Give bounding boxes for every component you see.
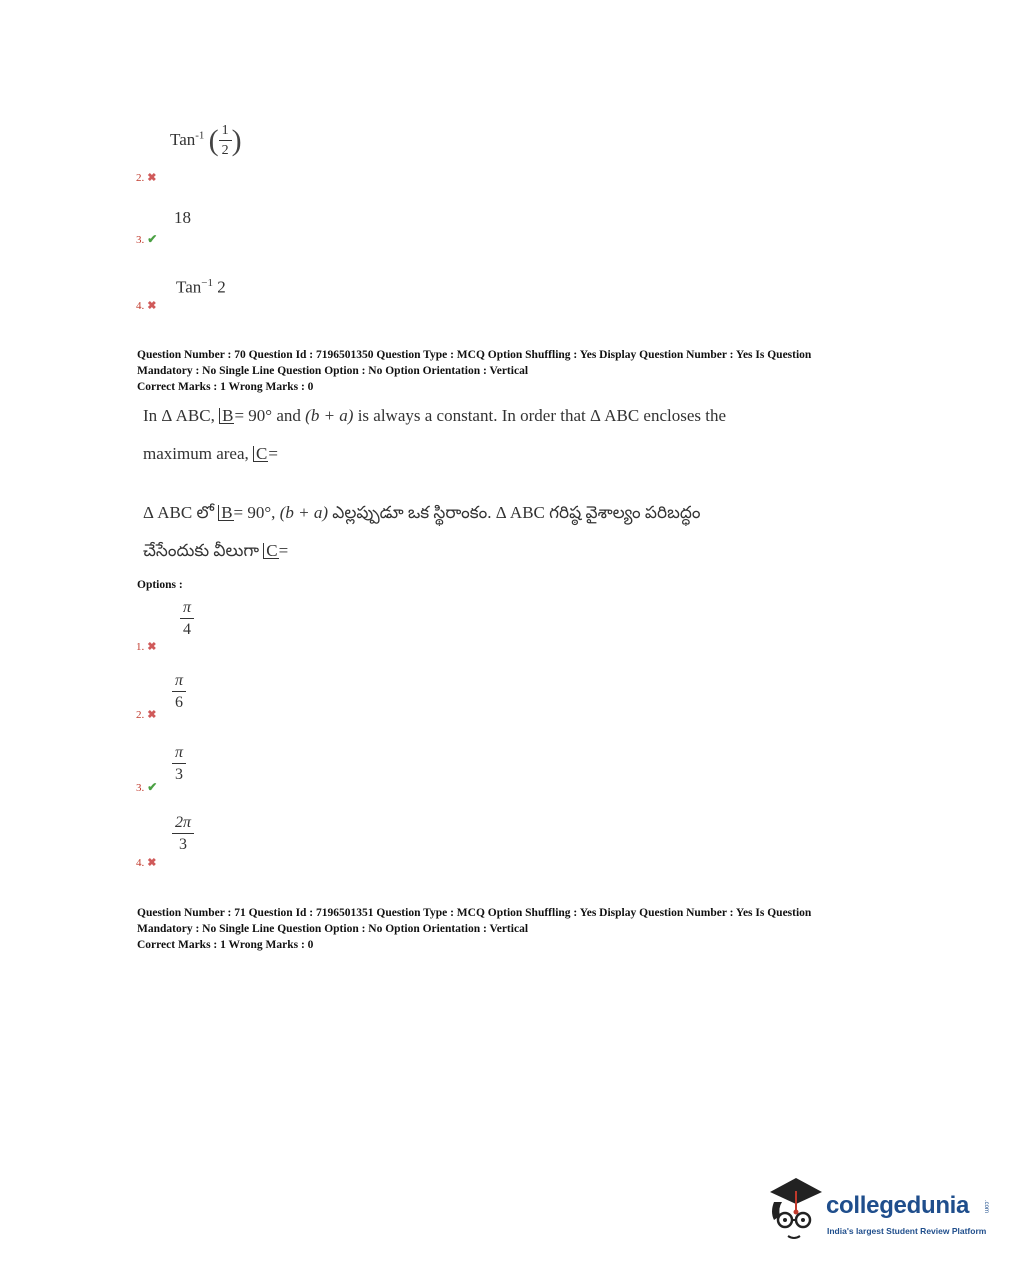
- meta-line-2: Mandatory : No Single Line Question Option : No Option Orientation : Vertical: [137, 364, 529, 377]
- question-70-meta: [137, 348, 877, 396]
- question-70-telugu-line-2: [143, 541, 843, 565]
- question-70-english-line-2: [143, 444, 843, 464]
- function-name: Tan: [170, 129, 196, 149]
- text: = 90°,: [233, 503, 276, 522]
- meta-line-3: Correct Marks : 1 Wrong Marks : 0: [137, 381, 314, 393]
- fraction-numerator: π: [172, 673, 186, 692]
- q70-option-2-label: [136, 705, 156, 723]
- meta-line-2: Mandatory : No Single Line Question Option : No Option Orientation : Vertical: [137, 922, 529, 935]
- option-number: 2.: [136, 709, 145, 721]
- logo-suffix: .com: [983, 1200, 989, 1214]
- prev-option-4-math: [176, 277, 226, 298]
- q70-option-1-fraction: [180, 600, 194, 638]
- fraction-numerator: π: [180, 600, 194, 619]
- wrong-mark-icon: ✖: [147, 709, 157, 721]
- superscript: -1: [195, 129, 205, 142]
- option-number: 2.: [136, 172, 145, 184]
- question-71-meta: [137, 906, 877, 954]
- q70-option-3-fraction: [172, 745, 186, 783]
- function-name: Tan: [176, 277, 202, 297]
- fraction-denominator: 3: [179, 836, 187, 853]
- fraction-denominator: 3: [175, 766, 183, 783]
- angle-b: B: [219, 408, 234, 424]
- q70-option-3-label: [136, 778, 157, 796]
- wrong-mark-icon: ✖: [147, 857, 157, 869]
- fraction-denominator: 4: [183, 621, 191, 638]
- text: చేసేందుకు వీలుగా: [143, 541, 260, 560]
- prev-option-3-text: 18: [174, 208, 191, 227]
- q70-option-1-label: [136, 637, 156, 655]
- angle-c: C: [263, 543, 278, 559]
- angle-b: B: [218, 505, 233, 521]
- q70-option-4-label: [136, 853, 156, 871]
- meta-line-1: Question Number : 70 Question Id : 7196501350 Question Type : MCQ Option Shuffling : Yes Display Question Number : Yes Is Question: [137, 349, 812, 361]
- wrong-mark-icon: ✖: [147, 172, 157, 184]
- correct-check-icon: ✔: [147, 780, 158, 794]
- option-number: 4.: [136, 300, 145, 312]
- text: In Δ ABC,: [143, 406, 215, 425]
- prev-option-3-label: [136, 230, 157, 248]
- question-70-telugu-line-1: [143, 503, 843, 527]
- logo-wordmark: collegedunia: [826, 1192, 970, 1219]
- function-argument: 2: [217, 277, 226, 297]
- meta-line-1: Question Number : 71 Question Id : 7196501351 Question Type : MCQ Option Shuffling : Yes Display Question Number : Yes Is Question: [137, 907, 812, 919]
- question-70-english-line-1: [143, 406, 843, 426]
- text: is always a constant. In order that Δ ABC encloses the: [357, 406, 727, 425]
- text: maximum area,: [143, 444, 249, 463]
- fraction-numerator: π: [172, 745, 186, 764]
- meta-line-3: Correct Marks : 1 Wrong Marks : 0: [137, 939, 314, 951]
- question-70-english: [143, 406, 843, 464]
- expression: (b + a): [305, 406, 354, 425]
- prev-option-2-label: [136, 168, 156, 186]
- correct-check-icon: ✔: [147, 232, 158, 246]
- collegedunia-logo[interactable]: [766, 1176, 996, 1246]
- text: Δ ABC లో: [143, 503, 214, 522]
- fraction-numerator: 2π: [172, 815, 194, 834]
- fraction-denominator: 6: [175, 694, 183, 711]
- prev-option-2-math: Tan$^{-1}$ ( $\frac{1}{2}$ ): [170, 123, 242, 158]
- prev-option-4-label: [136, 296, 156, 314]
- mascot-icon: [766, 1176, 824, 1242]
- q70-option-4-fraction: [172, 815, 194, 853]
- q70-option-2-fraction: [172, 673, 186, 711]
- angle-c: C: [253, 446, 268, 462]
- wrong-mark-icon: ✖: [147, 300, 157, 312]
- option-number: 4.: [136, 857, 145, 869]
- wrong-mark-icon: ✖: [147, 641, 157, 653]
- option-number: 3.: [136, 234, 145, 246]
- text: =: [278, 541, 289, 560]
- text: = 90° and: [234, 406, 301, 425]
- fraction-numerator: 1: [219, 124, 232, 141]
- text: ఎల్లప్పుడూ ఒక స్థిరాంకం. Δ ABC గరిష్ఠ వైశాల్యం పరిబద్ధం: [332, 503, 701, 522]
- text: =: [268, 444, 278, 463]
- option-number: 1.: [136, 641, 145, 653]
- logo-tagline: India's largest Student Review Platform: [827, 1226, 987, 1236]
- options-label: Options :: [137, 579, 183, 591]
- superscript: −1: [201, 277, 213, 289]
- expression: (b + a): [279, 503, 328, 522]
- question-70-telugu: [143, 503, 843, 565]
- fraction-denominator: 2: [221, 143, 229, 158]
- option-number: 3.: [136, 782, 145, 794]
